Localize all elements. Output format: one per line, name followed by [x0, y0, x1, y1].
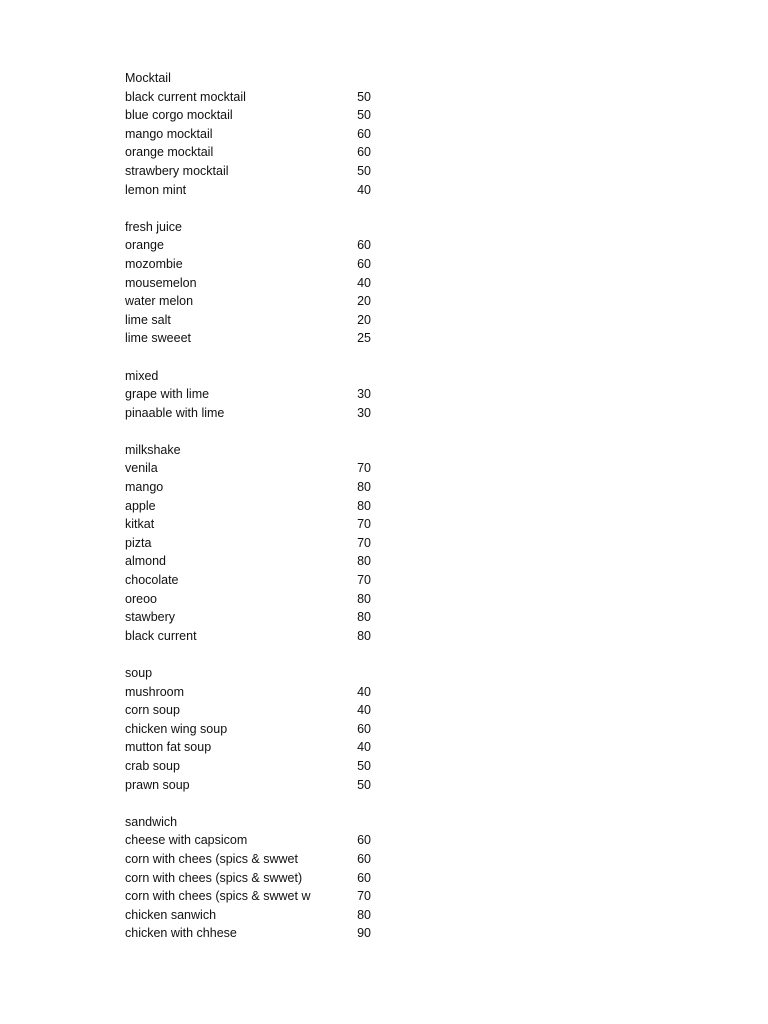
item-price: 40	[357, 684, 371, 699]
item-name: stawbery	[125, 610, 176, 625]
item-price: 50	[357, 89, 371, 104]
item-name: lime salt	[125, 312, 171, 327]
item-name: corn soup	[125, 703, 180, 718]
menu-item-row	[125, 757, 385, 776]
item-price: 80	[357, 480, 371, 495]
item-name: chicken with chhese	[125, 926, 237, 941]
item-price: 70	[357, 517, 371, 532]
item-name: strawbery mocktail	[125, 163, 229, 178]
menu-item-row	[125, 274, 385, 293]
item-price: 25	[357, 331, 371, 346]
menu-item-row	[125, 292, 385, 311]
item-price: 80	[357, 498, 371, 513]
item-price: 50	[357, 777, 371, 792]
item-price: 60	[357, 145, 371, 160]
item-name: corn with chees (spics & swwet)	[125, 870, 303, 885]
menu-item-row	[125, 515, 385, 534]
item-name: mousemelon	[125, 275, 197, 290]
menu-item-row	[125, 329, 385, 348]
item-name: corn with chees (spics & swwet w	[125, 889, 311, 904]
item-price: 80	[357, 907, 371, 922]
menu-section	[125, 218, 385, 348]
item-name: chicken wing soup	[125, 721, 228, 736]
section-heading: milkshake	[125, 442, 181, 457]
section-heading: mixed	[125, 368, 159, 383]
menu-item-row	[125, 924, 385, 943]
menu-item-row	[125, 534, 385, 553]
menu-item-row	[125, 869, 385, 888]
menu-section	[125, 441, 385, 646]
section-heading: soup	[125, 666, 153, 680]
item-price: 30	[357, 405, 371, 420]
item-name: grape with lime	[125, 387, 210, 402]
menu-section	[125, 664, 385, 794]
menu-item-row	[125, 404, 385, 423]
item-name: mushroom	[125, 684, 185, 699]
menu-item-row	[125, 683, 385, 702]
item-price: 60	[357, 256, 371, 271]
section-heading: Mocktail	[125, 71, 171, 85]
item-name: black current mocktail	[125, 89, 246, 104]
item-name: mango	[125, 480, 164, 495]
item-price: 20	[357, 312, 371, 327]
menu-item-row	[125, 311, 385, 330]
menu-item-row	[125, 181, 385, 200]
item-name: mozombie	[125, 256, 183, 271]
item-price: 90	[357, 926, 371, 941]
item-price: 50	[357, 108, 371, 123]
menu-item-row	[125, 831, 385, 850]
menu-item-row	[125, 236, 385, 255]
item-name: mango mocktail	[125, 126, 213, 141]
item-price: 80	[357, 628, 371, 643]
menu-item-row	[125, 906, 385, 925]
menu-item-row	[125, 571, 385, 590]
item-name: mutton fat soup	[125, 740, 212, 755]
item-name: black current	[125, 628, 197, 643]
menu-item-row	[125, 720, 385, 739]
menu-item-row	[125, 850, 385, 869]
item-name: pinaable with lime	[125, 405, 225, 420]
menu-item-row	[125, 701, 385, 720]
item-price: 60	[357, 238, 371, 253]
item-price: 80	[357, 554, 371, 569]
menu-section	[125, 813, 385, 943]
item-name: cheese with capsicom	[125, 833, 248, 848]
item-price: 60	[357, 851, 371, 866]
item-price: 80	[357, 610, 371, 625]
menu-item-row	[125, 552, 385, 571]
menu-item-row	[125, 125, 385, 144]
menu-item-row	[125, 738, 385, 757]
item-name: water melon	[125, 294, 194, 309]
item-name: chocolate	[125, 573, 179, 588]
menu-item-row	[125, 88, 385, 107]
item-name: corn with chees (spics & swwet	[125, 851, 298, 866]
item-name: apple	[125, 498, 156, 513]
menu-item-row	[125, 627, 385, 646]
item-price: 60	[357, 870, 371, 885]
item-price: 70	[357, 461, 371, 476]
item-name: orange mocktail	[125, 145, 214, 160]
section-heading: sandwich	[125, 814, 178, 829]
menu-list	[125, 69, 385, 943]
menu-section	[125, 367, 385, 423]
menu-item-row	[125, 162, 385, 181]
item-price: 40	[357, 275, 371, 290]
menu-item-row	[125, 887, 385, 906]
menu-section	[125, 69, 385, 199]
item-price: 40	[357, 703, 371, 718]
item-name: venila	[125, 461, 158, 476]
menu-item-row	[125, 385, 385, 404]
item-name: blue corgo mocktail	[125, 108, 233, 123]
item-price: 50	[357, 758, 371, 773]
item-price: 60	[357, 833, 371, 848]
menu-item-row	[125, 255, 385, 274]
item-name: lime sweeet	[125, 331, 191, 346]
item-name: crab soup	[125, 758, 180, 773]
item-price: 80	[357, 591, 371, 606]
menu-item-row	[125, 608, 385, 627]
item-price: 20	[357, 294, 371, 309]
item-price: 70	[357, 889, 371, 904]
menu-item-row	[125, 143, 385, 162]
menu-item-row	[125, 459, 385, 478]
item-price: 40	[357, 182, 371, 197]
item-name: almond	[125, 554, 166, 569]
menu-item-row	[125, 106, 385, 125]
item-name: prawn soup	[125, 777, 190, 792]
item-name: pizta	[125, 535, 152, 550]
menu-item-row	[125, 497, 385, 516]
item-name: oreoo	[125, 591, 157, 606]
menu-item-row	[125, 478, 385, 497]
item-name: chicken sanwich	[125, 907, 217, 922]
item-price: 60	[357, 721, 371, 736]
item-price: 60	[357, 126, 371, 141]
menu-item-row	[125, 590, 385, 609]
menu-item-row	[125, 776, 385, 795]
item-name: orange	[125, 238, 164, 253]
item-name: kitkat	[125, 517, 155, 532]
item-price: 50	[357, 163, 371, 178]
item-price: 40	[357, 740, 371, 755]
item-price: 70	[357, 535, 371, 550]
item-name: lemon mint	[125, 182, 187, 197]
section-heading: fresh juice	[125, 219, 182, 234]
item-price: 70	[357, 573, 371, 588]
item-price: 30	[357, 387, 371, 402]
